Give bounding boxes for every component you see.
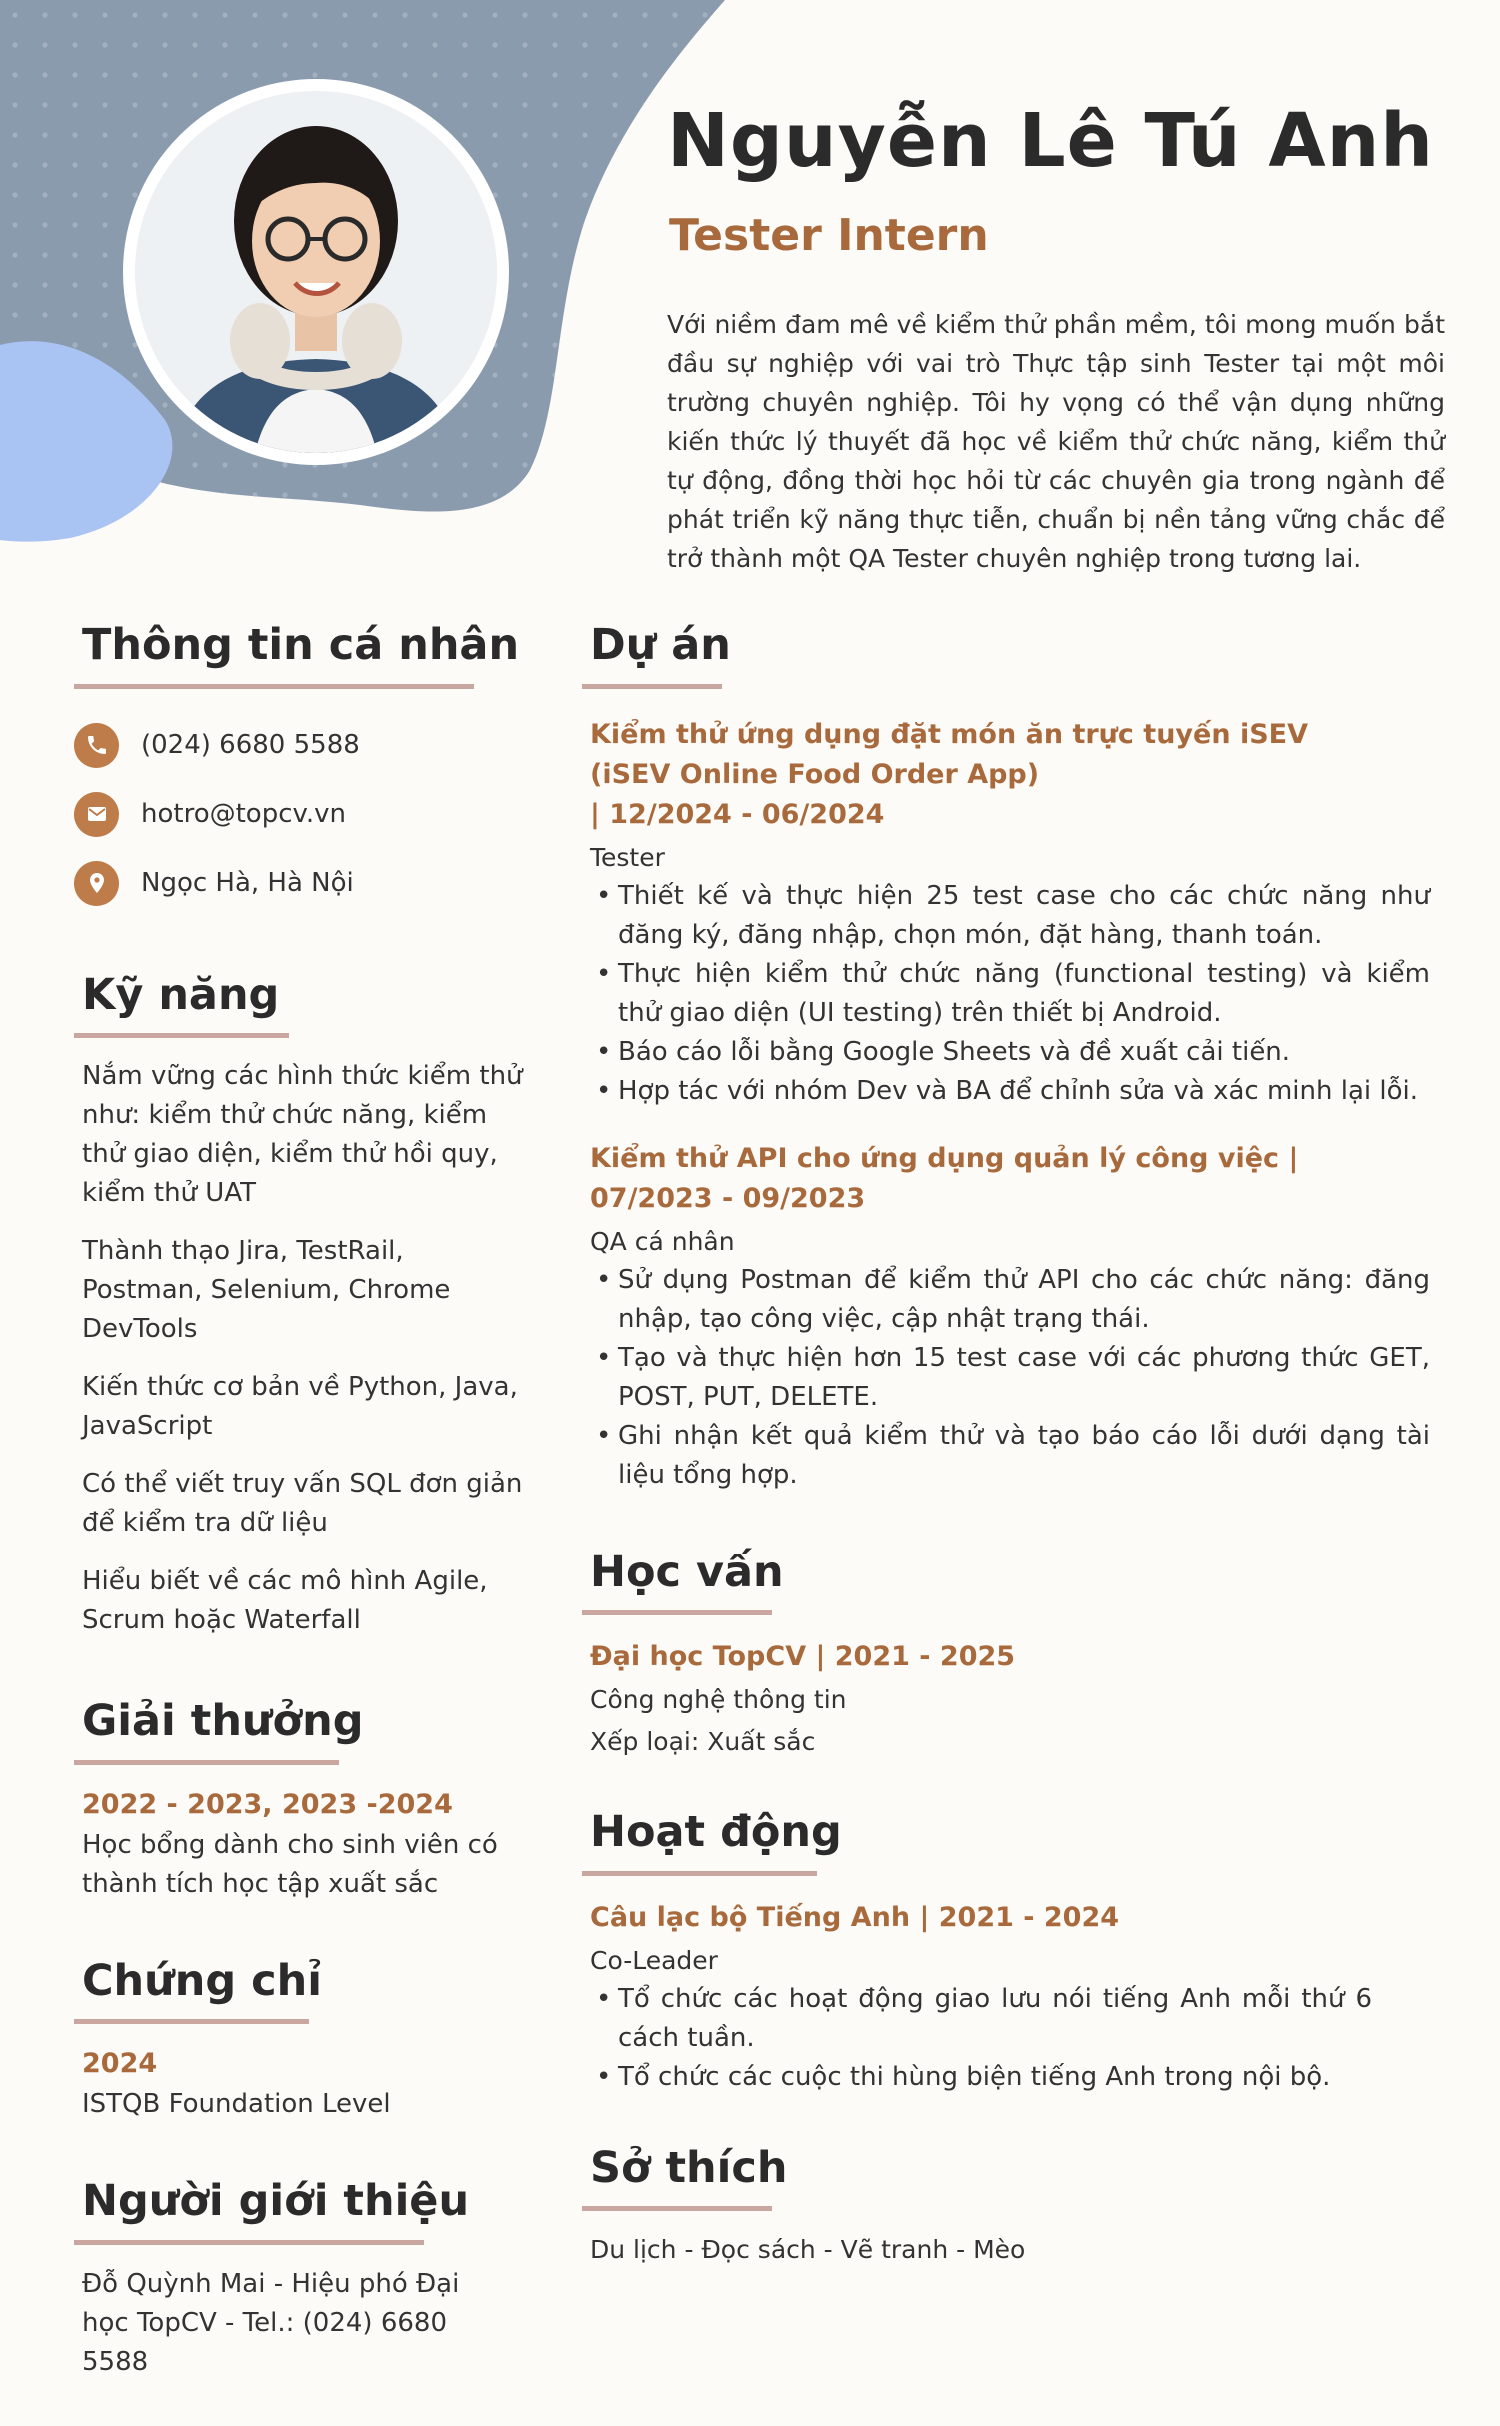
section-underline <box>74 2240 424 2245</box>
project-role: Tester <box>590 842 665 872</box>
candidate-name: Nguyễn Lê Tú Anh <box>667 98 1434 184</box>
section-title: Người giới thiệu <box>82 2176 470 2227</box>
activities-section <box>582 1807 1430 2097</box>
section-underline <box>582 684 722 689</box>
certificate-year: 2024 <box>82 2048 158 2080</box>
skill-item: Nắm vững các hình thức kiểm thử như: kiểm thử chức năng, kiểm thử giao diện, kiểm thử hồi quy, kiểm thử UAT <box>82 1061 523 1209</box>
bullet-item: • Báo cáo lỗi bằng Google Sheets và đề xuất cải tiến. <box>618 1033 1430 1072</box>
section-underline <box>582 2206 772 2211</box>
project-role: QA cá nhân <box>590 1226 735 1256</box>
skills-list <box>74 1057 534 1640</box>
candidate-role: Tester Intern <box>669 210 989 261</box>
section-title: Giải thưởng <box>82 1696 364 1747</box>
email-icon <box>74 792 119 837</box>
project-item <box>582 715 1430 1111</box>
contact-address <box>74 849 534 918</box>
bullet-item: • Sử dụng Postman để kiểm thử API cho các chức năng: đăng nhập, tạo công việc, cập nhật trạng thái. <box>618 1261 1430 1339</box>
project-title: Kiểm thử API cho ứng dụng quản lý công việc | 07/2023 - 09/2023 <box>590 1142 1299 1214</box>
contact-phone <box>74 711 534 780</box>
bullet-item: • Tạo và thực hiện hơn 15 test case với các phương thức GET, POST, PUT, DELETE. <box>618 1339 1430 1417</box>
project-bullets <box>582 1261 1430 1495</box>
section-title: Kỹ năng <box>82 969 280 1020</box>
references-section <box>74 2176 534 2382</box>
projects-section <box>582 620 1430 1495</box>
section-underline <box>74 684 474 689</box>
activity-role: Co-Leader <box>590 1945 718 1975</box>
address-text: Ngọc Hà, Hà Nội <box>141 868 354 899</box>
section-title: Chứng chỉ <box>82 1955 322 2006</box>
personal-info-section <box>74 620 534 918</box>
section-title: Học vấn <box>590 1546 784 1597</box>
skill-item: Có thể viết truy vấn SQL đơn giản để kiểm tra dữ liệu <box>82 1469 523 1539</box>
career-summary: Với niềm đam mê về kiểm thử phần mềm, tôi mong muốn bắt đầu sự nghiệp với vai trò Thực tập sinh Tester tại một môi trường chuyên nghiệp. Tôi hy vọng có thể vận dụng những kiến thức lý thuyết đã học về kiểm thử chức năng, kiểm thử tự động, đồng thời học hỏi từ các chuyên gia trong ngành để phát triển kỹ năng thực tiễn, chuẩn bị nền tảng vững chắc để trở thành một QA Tester chuyên nghiệp trong tương lai. <box>667 310 1445 573</box>
contact-email <box>74 780 534 849</box>
activity-title: Câu lạc bộ Tiếng Anh | 2021 - 2024 <box>590 1901 1120 1933</box>
education-school: Đại học TopCV | 2021 - 2025 <box>590 1641 1016 1673</box>
reference-text: Đỗ Quỳnh Mai - Hiệu phó Đại học TopCV - Tel.: (024) 6680 5588 <box>82 2268 460 2377</box>
bullet-item: • Hợp tác với nhóm Dev và BA để chỉnh sửa và xác minh lại lỗi. <box>618 1072 1430 1111</box>
section-underline <box>74 1033 289 1038</box>
project-date: | 12/2024 - 06/2024 <box>590 798 885 830</box>
section-title: Thông tin cá nhân <box>82 620 520 670</box>
portrait-image <box>135 91 497 453</box>
education-major: Công nghệ thông tin <box>590 1685 847 1715</box>
phone-icon <box>74 723 119 768</box>
skill-item: Hiểu biết về các mô hình Agile, Scrum hoặc Waterfall <box>82 1566 488 1636</box>
bullet-item: • Thiết kế và thực hiện 25 test case cho các chức năng như đăng ký, đăng nhập, chọn món, đặt hàng, thanh toán. <box>618 877 1430 955</box>
skill-item: Thành thạo Jira, TestRail, Postman, Selenium, Chrome DevTools <box>82 1236 451 1345</box>
bullet-item: • Ghi nhận kết quả kiểm thử và tạo báo cáo lỗi dưới dạng tài liệu tổng hợp. <box>618 1417 1430 1495</box>
section-underline <box>582 1610 772 1615</box>
certificate-text: ISTQB Foundation Level <box>82 2089 391 2120</box>
section-underline <box>74 1760 339 1765</box>
project-item <box>582 1139 1430 1495</box>
section-title: Dự án <box>590 620 731 670</box>
location-pin-icon <box>74 861 119 906</box>
hobbies-text: Du lịch - Đọc sách - Vẽ tranh - Mèo <box>590 2235 1026 2265</box>
section-underline <box>582 1871 817 1876</box>
education-section <box>582 1547 1430 1762</box>
project-bullets <box>582 877 1430 1111</box>
bullet-item: • Thực hiện kiểm thử chức năng (functional testing) và kiểm thử giao diện (UI testing) trên thiết bị Android. <box>618 955 1430 1033</box>
right-column <box>582 620 1430 2269</box>
hobbies-section <box>582 2143 1430 2270</box>
section-title: Sở thích <box>590 2142 788 2193</box>
skill-item: Kiến thức cơ bản về Python, Java, JavaScript <box>82 1372 518 1442</box>
awards-section <box>74 1696 534 1904</box>
contact-list <box>74 711 534 918</box>
bullet-item: • Tổ chức các hoạt động giao lưu nói tiếng Anh mỗi thứ 6 cách tuần. <box>618 1980 1372 2058</box>
section-underline <box>74 2019 309 2024</box>
education-grade: Xếp loại: Xuất sắc <box>590 1727 816 1757</box>
section-title: Hoạt động <box>590 1807 842 1858</box>
skills-section <box>74 970 534 1641</box>
activity-bullets <box>582 1980 1372 2097</box>
award-text: Học bổng dành cho sinh viên có thành tích học tập xuất sắc <box>82 1829 498 1899</box>
phone-text: (024) 6680 5588 <box>141 730 360 761</box>
project-title: Kiểm thử ứng dụng đặt món ăn trực tuyến iSEV (iSEV Online Food Order App) <box>590 718 1308 790</box>
left-column <box>74 620 534 2382</box>
certificates-section <box>74 1956 534 2125</box>
avatar <box>123 79 509 465</box>
bullet-item: • Tổ chức các cuộc thi hùng biện tiếng Anh trong nội bộ. <box>618 2058 1372 2097</box>
email-text: hotro@topcv.vn <box>141 799 347 830</box>
award-year: 2022 - 2023, 2023 -2024 <box>82 1788 453 1820</box>
